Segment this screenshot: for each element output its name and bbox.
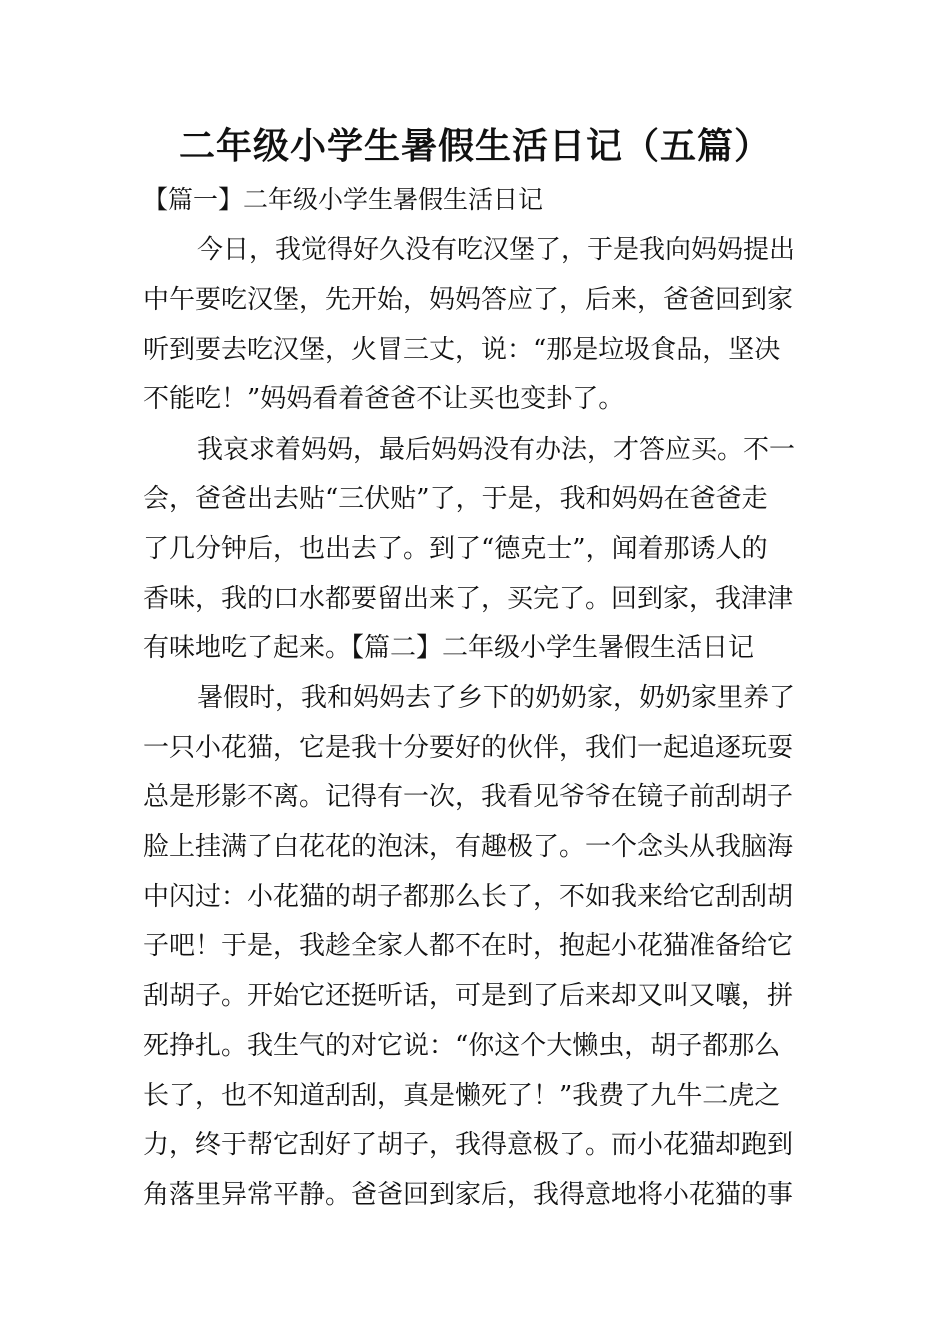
paragraph-line: 会，爸爸出去贴“三伏贴”了，于是，我和妈妈在爸爸走 (143, 484, 768, 514)
paragraph-line: 中午要吃汉堡，先开始，妈妈答应了，后来，爸爸回到家 (143, 285, 794, 315)
paragraph-line: 今日，我觉得好久没有吃汉堡了，于是我向妈妈提出 (197, 235, 796, 265)
paragraph-line: 总是形影不离。记得有一次，我看见爷爷在镜子前刮胡子 (143, 782, 794, 812)
paragraph-line: 脸上挂满了白花花的泡沫，有趣极了。一个念头从我脑海 (143, 832, 794, 862)
paragraph-line: 一只小花猫，它是我十分要好的伙伴，我们一起追逐玩耍 (143, 733, 794, 763)
paragraph-line: 刮胡子。开始它还挺听话，可是到了后来却又叫又嚷，拼 (143, 981, 794, 1011)
paragraph-line: 死挣扎。我生气的对它说：“你这个大懒虫，胡子都那么 (143, 1031, 781, 1061)
paragraph-line: 有味地吃了起来。【篇二】二年级小学生暑假生活日记 (143, 633, 755, 663)
paragraph-line: 中闪过：小花猫的胡子都那么长了，不如我来给它刮刮胡 (143, 882, 794, 912)
paragraph-line: 子吧！于是，我趁全家人都不在时，抱起小花猫准备给它 (143, 931, 794, 961)
paragraph-line: 力，终于帮它刮好了胡子，我得意极了。而小花猫却跑到 (143, 1130, 794, 1160)
paragraph-line: 暑假时，我和妈妈去了乡下的奶奶家，奶奶家里养了 (197, 683, 796, 713)
paragraph-line: 长了，也不知道刮刮，真是懒死了！”我费了九牛二虎之 (143, 1081, 781, 1111)
paragraph-line: 不能吃！”妈妈看着爸爸不让买也变卦了。 (143, 384, 625, 414)
paragraph-line: 了几分钟后，也出去了。到了“德克士”，闻着那诱人的 (143, 534, 768, 564)
paragraph-line: 角落里异常平静。爸爸回到家后，我得意地将小花猫的事 (143, 1180, 794, 1210)
paragraph-line: 香味，我的口水都要留出来了，买完了。回到家，我津津 (143, 584, 794, 614)
paragraph-line: 听到要去吃汉堡，火冒三丈，说：“那是垃圾食品，坚决 (143, 335, 781, 365)
section-heading: 【篇一】二年级小学生暑假生活日记 (143, 185, 544, 214)
document-title: 二年级小学生暑假生活日记（五篇） (178, 126, 771, 167)
paragraph-line: 我哀求着妈妈，最后妈妈没有办法，才答应买。不一 (197, 435, 796, 465)
